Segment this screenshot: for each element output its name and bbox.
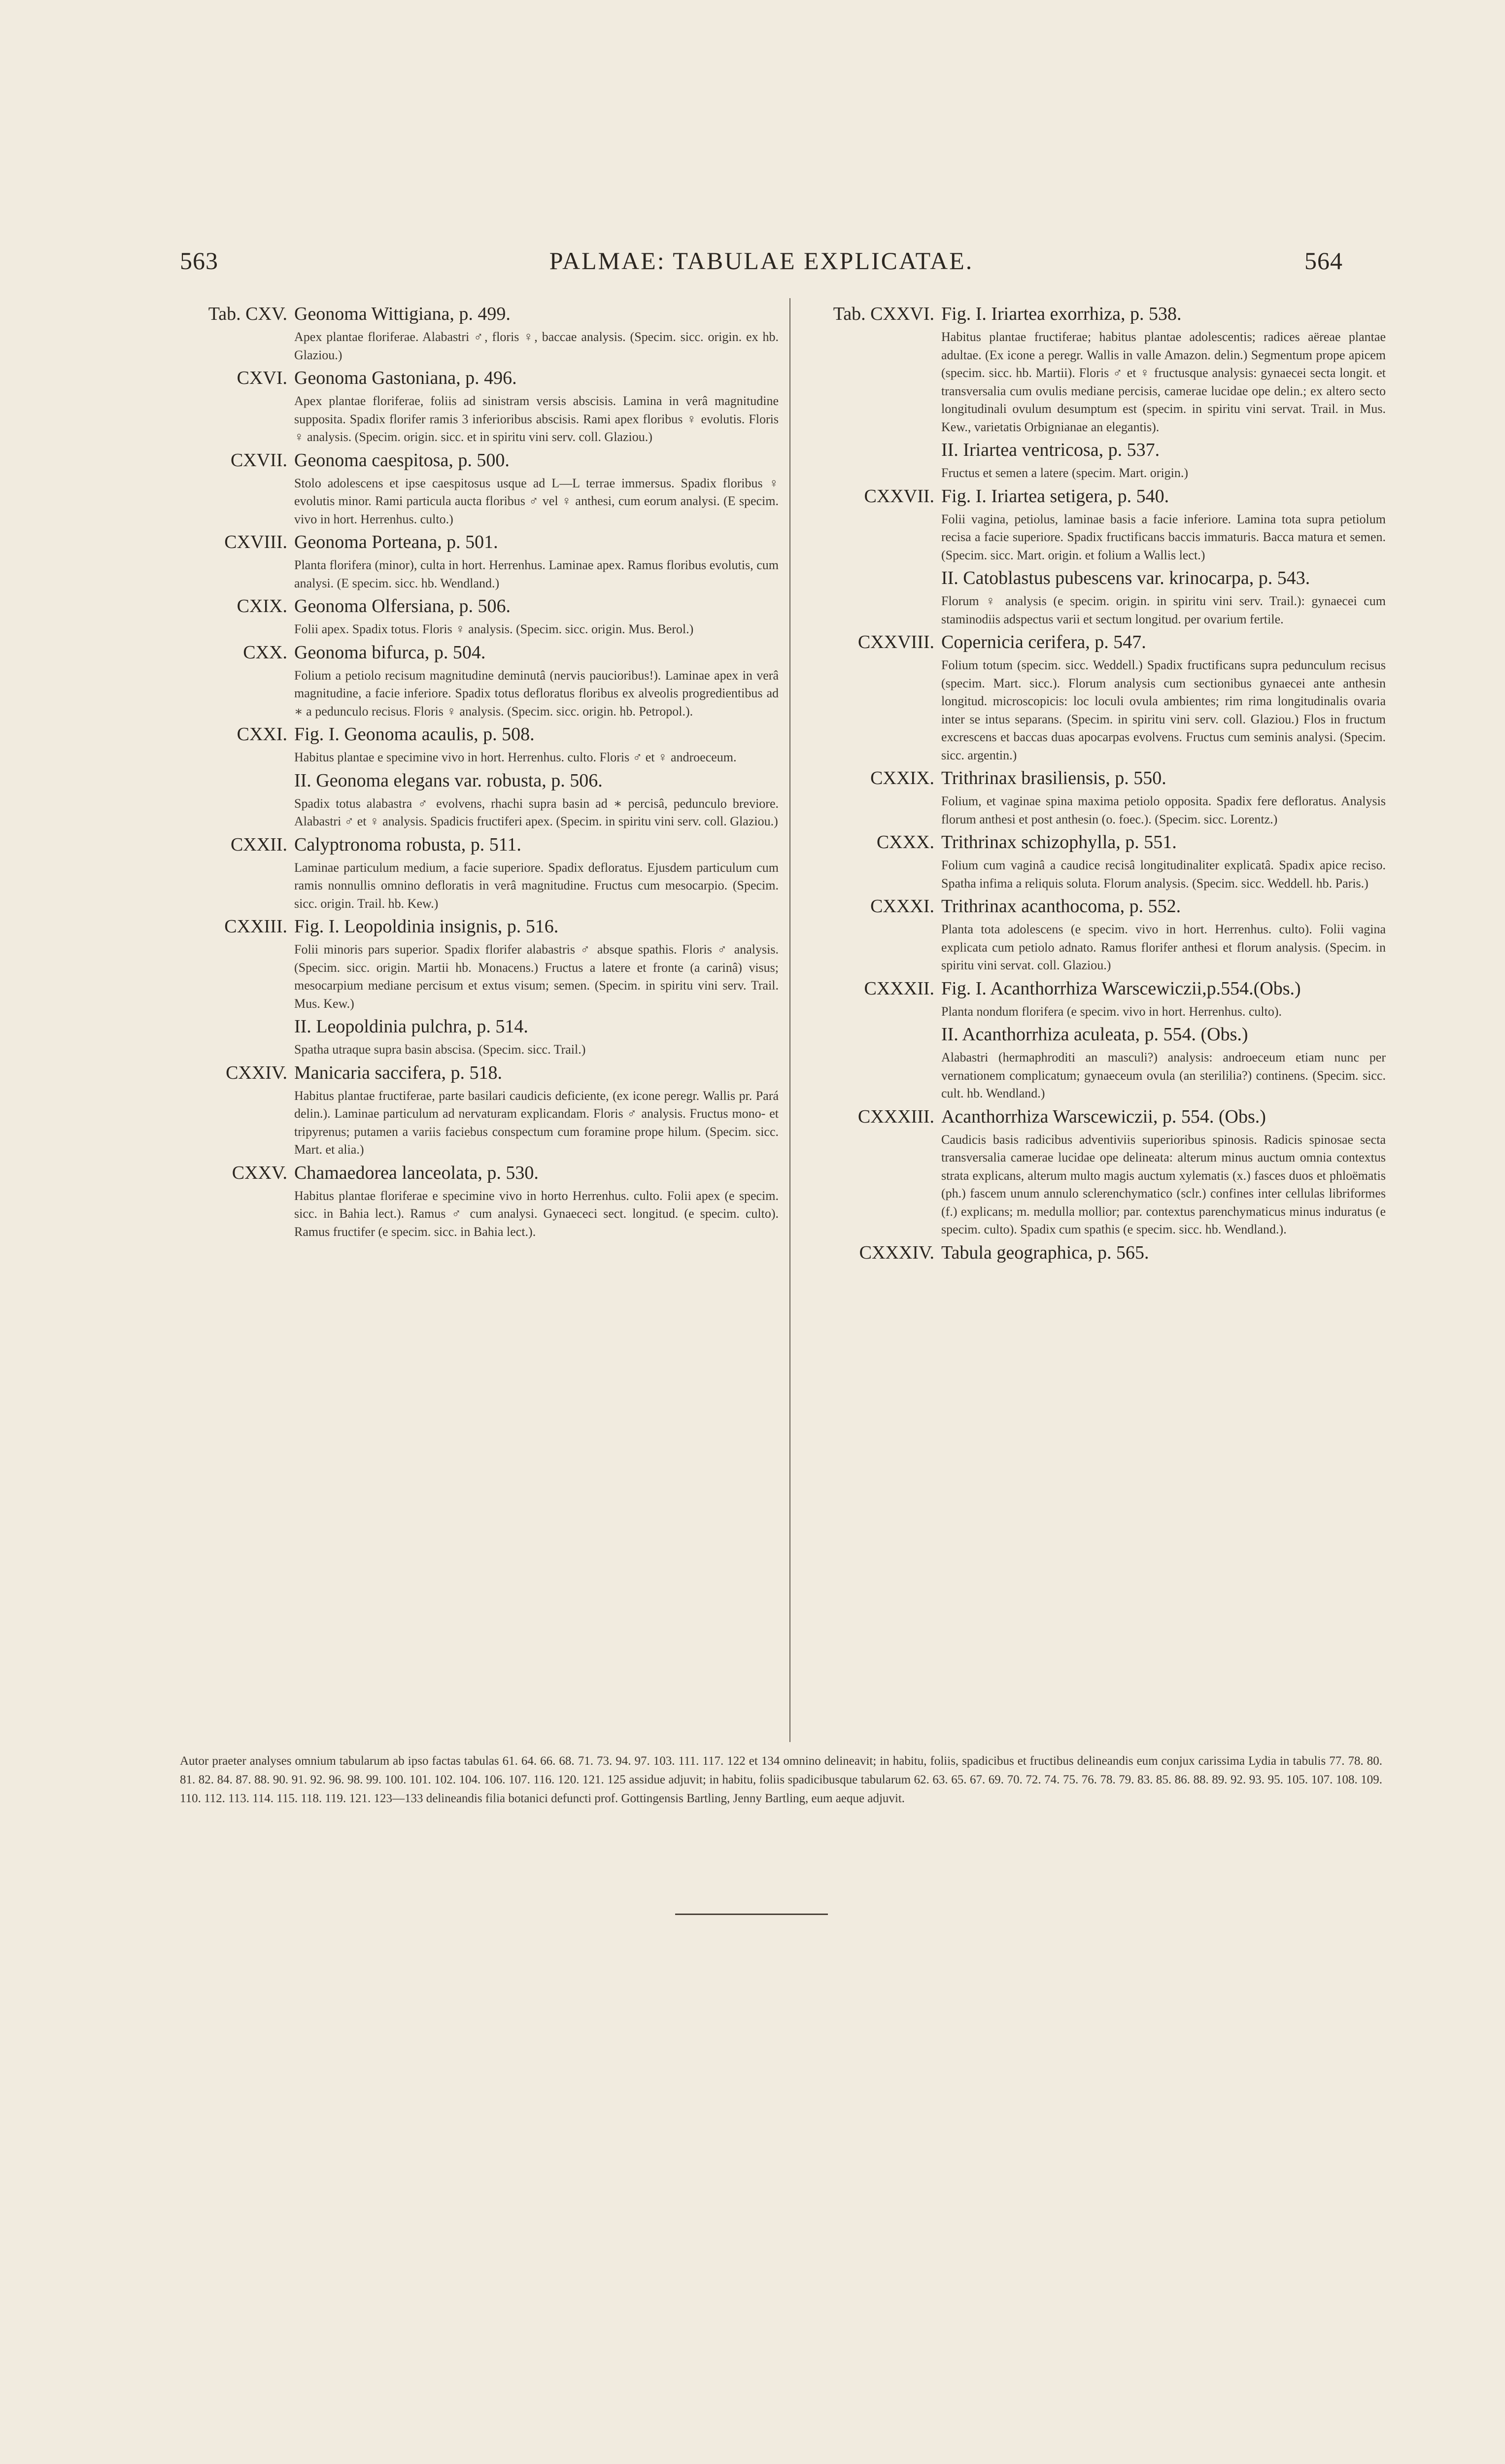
plate-title: Geonoma Porteana, p. 501. [294,532,498,552]
plate-number: CXXXIV. [859,1242,934,1263]
column-divider [789,298,790,1742]
plate-heading [804,567,1386,589]
plate-description: Fructus et semen a latere (specim. Mart. origin.) [941,466,1189,480]
plate-entry [804,895,1386,975]
plate-number: CXXX. [876,832,934,853]
plate-title: Geonoma Gastoniana, p. 496. [294,368,517,388]
plate-entry [180,642,779,721]
plate-description: Habitus plantae floriferae e specimine vivo in horto Herrenhus. culto. Folii apex (e specim. sicc. in Bahia lect.). Ramus ♂ cum analysi. Gynaececi sect. longitud. (e specim. culto). Ramus fructifer (e specim. sicc. in Bahia lect.). [294,1188,779,1239]
plate-number: CXXXII. [864,978,934,999]
plate-number: CXXIV. [226,1062,287,1083]
plate-title: Calyptronoma robusta, p. 511. [294,834,521,855]
plate-description: Folium a petiolo recisum magnitudine deminutâ (nervis paucioribus!). Laminae apex in verâ magnitudine, a facie inferiore. Spadix totus defloratus floribus ex alveolis progredientibus ad ∗ a pedunculo recisus. Floris ♀ analysis. (Specim. sicc. origin. hb. Petropol.). [294,668,779,719]
plate-number: CXVIII. [224,532,287,552]
plate-heading [180,834,779,856]
plate-entry [180,723,779,767]
plate-heading [804,485,1386,507]
page-number-left: 563 [180,247,218,274]
plate-description: Habitus plantae fructiferae, parte basilari caudicis deficiente, (ex icone peregr. Wallis pr. Pará delin.). Laminae particulum ad nervaturam explicandam. Floris ♂ analysis. Fructus mono- et tripyrenus; putamen a variis faciebus conspectum cum foramine prope hilum. (Specim. sicc. Mart. et alia.) [294,1088,779,1157]
plate-description: Apex plantae floriferae, foliis ad sinistram versis abscisis. Lamina in verâ magnitudine supposita. Spadix florifer ramis 3 inferioribus abscisis. Rami apex floribus ♀ evolutis. Floris ♀ analysis. (Specim. origin. sicc. et in spiritu vini serv. coll. Glaziou.) [294,394,779,444]
plate-heading [180,916,779,937]
plate-heading [180,303,779,325]
plate-number: CXX. [243,642,287,663]
plate-description: Apex plantae floriferae. Alabastri ♂, floris ♀, baccae analysis. (Specim. sicc. origin. ex hb. Glaziou.) [294,330,779,362]
plate-heading [180,1016,779,1037]
plate-entry [180,303,779,364]
plate-heading [180,770,779,791]
plate-number: CXXV. [232,1162,287,1183]
plate-description: Planta nondum florifera (e specim. vivo in hort. Herrenhus. culto). [941,1004,1282,1019]
plate-number: CXXVII. [864,485,934,507]
plate-description: Stolo adolescens et ipse caespitosus usque ad L—L terrae immersus. Spadix floribus ♀ evolutis minor. Rami particula aucta floribus ♂ vel ♀ anthesi, cum eorum analysi. (E specim. vivo in hort. Herrenhus. culto.) [294,476,779,526]
plate-description: Planta tota adolescens (e specim. vivo in hort. Herrenhus. culto). Folii vagina explicata cum petiolo adnato. Ramus florifer anthesi et florum analysis. (Specim. in spiritu vini servat. coll. Glaziou.) [941,922,1386,972]
plate-title: Geonoma Olfersiana, p. 506. [294,596,511,616]
plate-description: Alabastri (hermaphroditi an masculi?) analysis: androeceum etiam nunc per vernationem complicatum; gynaeceum ovula (an sterililia?) continens. (Specim. sicc. cult. hb. Wendland.) [941,1050,1386,1100]
plate-number: CXXIX. [870,768,934,788]
plate-heading [804,1242,1386,1264]
plate-heading [804,831,1386,853]
plate-heading [180,367,779,389]
plate-title: Geonoma Wittigiana, p. 499. [294,304,511,324]
plate-entry [180,770,779,831]
plate-description: Caudicis basis radicibus adventiviis superioribus spinosis. Radicis spinosae secta transversalia camerae lucidae ope delineata: alterum minus auctum omnia contextus strata explicans, alterum multo magis auctum xylematis (x.) fasces duos et phloëmatis (ph.) fascem unum annulo sclerenchymatico (sclr.) confines inter cellulas libriformes (f.) explicans; m. medulla mollior; par. contextus parenchymaticus minus induratus (e specim. culto). Spadix cum spathis (e specim. sicc. hb. Wendland.). [941,1132,1386,1236]
plate-number: CXXII. [230,834,287,855]
plate-title: Manicaria saccifera, p. 518. [294,1062,503,1083]
plate-entry [180,531,779,592]
plate-title: Fig. I. Acanthorrhiza Warscewiczii,p.554.(Obs.) [941,978,1301,999]
plate-entry [180,1016,779,1059]
plate-heading [804,1106,1386,1128]
plate-entry [804,485,1386,565]
plate-number: CXXVIII. [857,632,934,652]
plate-entry [804,303,1386,436]
plate-title: Trithrinax brasiliensis, p. 550. [941,768,1166,788]
plate-entry [804,1024,1386,1103]
plate-description: Folii minoris pars superior. Spadix florifer alabastris ♂ absque spathis. Floris ♂ analysis. (Specim. sicc. origin. Martii hb. Monacens.) Fructus a latere et fronte (a carinâ) visus; mesocarpium mediane percisum et extus visum; semen. (Specim. in spiritu vini serv. Trail. Mus. Kew.) [294,942,779,1011]
plate-description: Folium cum vaginâ a caudice recisâ longitudinaliter explicatâ. Spadix apice reciso. Spatha infima a reliquis soluta. Florum analysis. (Specim. sicc. Weddell. hb. Paris.) [941,858,1386,890]
plate-heading [804,439,1386,461]
plate-description: Folii apex. Spadix totus. Floris ♀ analysis. (Specim. sicc. origin. Mus. Berol.) [294,622,694,636]
plate-description: Spadix totus alabastra ♂ evolvens, rhachi supra basin ad ∗ percisâ, pedunculo breviore. Alabastri ♂ et ♀ analysis. Spadicis fructiferi apex. (Specim. in spiritu vini serv. coll. Glaziou.) [294,796,779,828]
plate-heading [180,1162,779,1184]
plate-heading [804,631,1386,653]
plate-heading [180,595,779,617]
plate-title: II. Leopoldinia pulchra, p. 514. [294,1016,528,1037]
plate-description: Folii vagina, petiolus, laminae basis a facie inferiore. Lamina tota supra petiolum recisa a facie superiore. Spadix fructificans baccis immaturis. Bacca matura et semen. (Specim. sicc. Mart. origin. et folium a Wallis lect.) [941,512,1386,562]
plate-heading [180,642,779,663]
plate-entry [804,439,1386,482]
plate-number: CXXI. [237,724,287,745]
closing-rule [675,1914,828,1915]
plate-heading [180,723,779,745]
plate-number: CXVI. [237,368,287,388]
plate-entry [804,978,1386,1021]
plate-entry [180,916,779,1013]
plate-heading [804,767,1386,789]
plate-title: Fig. I. Iriartea exorrhiza, p. 538. [941,304,1182,324]
plate-heading [804,895,1386,917]
plate-heading [804,303,1386,325]
plate-title: II. Acanthorrhiza aculeata, p. 554. (Obs.) [941,1024,1248,1045]
left-column [180,303,779,1244]
plate-description: Laminae particulum medium, a facie superiore. Spadix defloratus. Ejusdem particulum cum ramis nonnullis omnino defloratis in verâ magnitudine. Fructus cum mesocarpio. (Specim. sicc. origin. Trail. hb. Kew.) [294,860,779,911]
plate-number: Tab. CXV. [208,304,287,324]
plate-entry [180,367,779,446]
plate-description: Spatha utraque supra basin abscisa. (Specim. sicc. Trail.) [294,1042,586,1057]
plate-title: Trithrinax acanthocoma, p. 552. [941,896,1181,917]
page-title: PALMAE: TABULAE EXPLICATAE. [549,247,974,274]
plate-number: CXXXI. [870,896,934,917]
plate-number: CXXIII. [224,916,287,937]
plate-title: Copernicia cerifera, p. 547. [941,632,1146,652]
plate-entry [180,1162,779,1241]
plate-title: Fig. I. Iriartea setigera, p. 540. [941,485,1169,507]
plate-title: Geonoma bifurca, p. 504. [294,642,486,663]
plate-title: Acanthorrhiza Warscewiczii, p. 554. (Obs.) [941,1106,1266,1127]
plate-heading [180,1062,779,1084]
plate-entry [180,595,779,639]
plate-title: Chamaedorea lanceolata, p. 530. [294,1162,539,1183]
plate-title: II. Catoblastus pubescens var. krinocarpa, p. 543. [941,568,1310,588]
plate-heading [180,531,779,553]
plate-description: Folium, et vaginae spina maxima petiolo opposita. Spadix fere defloratus. Analysis florum anthesi et post anthesin (o. foec.). (Specim. sicc. Lorentz.) [941,794,1386,826]
plate-entry [804,767,1386,828]
footnote: Autor praeter analyses omnium tabularum ab ipso factas tabulas 61. 64. 66. 68. 71. 73. 94. 97. 103. 111. 117. 122 et 134 omnino delineavit; in habitu, foliis, spadicibus et fructibus delineandis eum conjux carissima Lydia in tabulis 77. 78. 80. 81. 82. 84. 87. 88. 90. 91. 92. 96. 98. 99. 100. 101. 102. 104. 106. 107. 116. 120. 121. 125 assidue adjuvit; in habitu, foliis spadicibusque tabularum 62. 63. 65. 67. 69. 70. 72. 74. 75. 76. 78. 79. 83. 85. 86. 88. 89. 92. 93. 95. 105. 107. 108. 109. 110. 112. 113. 114. 115. 118. 119. 121. 123—133 delineandis filia botanici defuncti prof. Gottingensis Bartling, Jenny Bartling, eum aeque adjuvit. [180,1754,1382,1805]
plate-description: Planta florifera (minor), culta in hort. Herrenhus. Laminae apex. Ramus floribus evolutis, cum analysi. (E specim. sicc. hb. Wendland.) [294,558,779,590]
page-number-right: 564 [1304,247,1343,274]
plate-entry [804,567,1386,628]
plate-number: Tab. CXXVI. [833,304,934,324]
running-header [180,246,1343,281]
plate-title: II. Iriartea ventricosa, p. 537. [941,440,1160,460]
plate-entry [180,1062,779,1159]
plate-title: Fig. I. Geonoma acaulis, p. 508. [294,724,535,745]
plate-title: Geonoma caespitosa, p. 500. [294,449,510,471]
plate-number: CXIX. [237,596,287,616]
plate-description: Folium totum (specim. sicc. Weddell.) Spadix fructificans supra pedunculum recisus (specim. Mart. sicc.). Florum analysis cum sectionibus gynaecei ante anthesin longitud. microscopicis: loc loculi ovula ambientes; rim rima longitudinalis ovaria inter se intus separans. (Specim. in spiritu vini serv. coll. Glaziou.) Flos in fructum excrescens et baccas duas apocarpas evolvens. Fructus cum seminis analysi. (Specim. sicc. argentin.) [941,658,1386,762]
plate-entry [804,1106,1386,1239]
plate-title: II. Geonoma elegans var. robusta, p. 506. [294,770,603,791]
plate-number: CXXXIII. [857,1106,934,1127]
plate-heading [180,449,779,471]
plate-title: Fig. I. Leopoldinia insignis, p. 516. [294,916,559,937]
plate-entry [804,1242,1386,1264]
plate-title: Trithrinax schizophylla, p. 551. [941,832,1177,853]
plate-number: CXVII. [230,449,287,471]
plate-entry [180,449,779,529]
plate-heading [804,1024,1386,1045]
plate-heading [804,978,1386,999]
plate-title: Tabula geographica, p. 565. [941,1242,1149,1263]
right-column [804,303,1386,1264]
plate-entry [804,631,1386,764]
plate-description: Habitus plantae fructiferae; habitus plantae adolescentis; radices aëreae plantae adultae. (Ex icone a peregr. Wallis in valle Amazon. delin.) Segmentum prope apicem (specim. sicc. hb. Martii). Floris ♂ et ♀ fructusque analysis: gynaecei secta longit. et transversalia cum ovulis mediane percisis, camerae lucidae ope delin.; ex altero secto longitudinali ovulum desumptum est (specim. in spiritu vini servat. Trail. in Mus. Kew., varietatis Orbignianae an elegantis). [941,330,1386,434]
plate-entry [180,834,779,913]
plate-description: Habitus plantae e specimine vivo in hort. Herrenhus. culto. Floris ♂ et ♀ androeceum. [294,750,737,764]
plate-entry [804,831,1386,892]
plate-description: Florum ♀ analysis (e specim. origin. in spiritu vini serv. Trail.): gynaecei cum staminodiis adspectus varii et sectum longitud. per ovarium fertile. [941,594,1386,626]
